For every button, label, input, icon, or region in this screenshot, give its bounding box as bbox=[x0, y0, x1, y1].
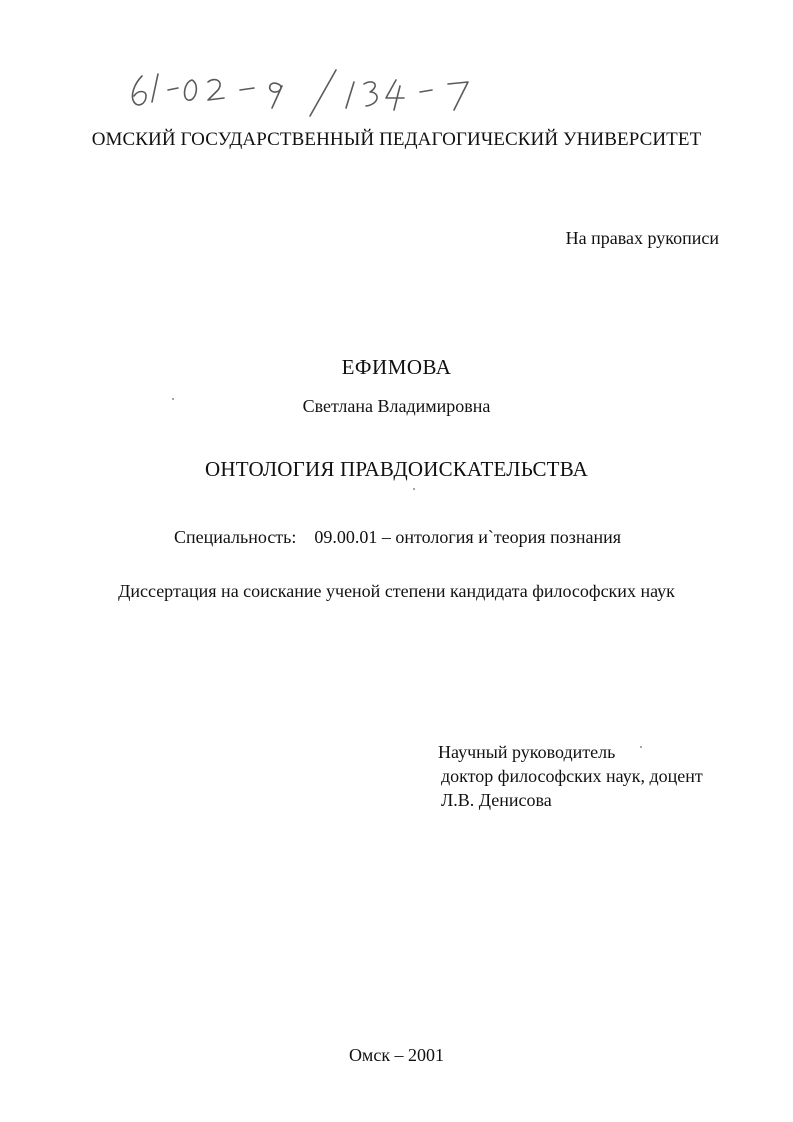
specialty-value: 09.00.01 – онтология и`теория познания bbox=[314, 527, 621, 547]
scan-speck bbox=[172, 398, 174, 400]
supervisor-role: Научный руководитель bbox=[438, 742, 616, 762]
supervisor-block bbox=[438, 740, 703, 812]
scan-speck bbox=[413, 488, 415, 490]
author-surname: ЕФИМОВА bbox=[341, 355, 452, 379]
specialty-line bbox=[174, 526, 621, 548]
supervisor-degree: доктор философских наук, доцент bbox=[441, 766, 703, 786]
university-name: ОМСКИЙ ГОСУДАРСТВЕННЫЙ ПЕДАГОГИЧЕСКИЙ УНИВЕРСИТЕТ bbox=[91, 129, 702, 150]
specialty-label: Специальность: bbox=[174, 527, 297, 547]
dissertation-title: ОНТОЛОГИЯ ПРАВДОИСКАТЕЛЬСТВА bbox=[205, 457, 588, 481]
supervisor-name: Л.В. Денисова bbox=[441, 790, 552, 810]
scan-speck bbox=[640, 746, 642, 748]
author-given-names: Светлана Владимировна bbox=[302, 396, 491, 416]
manuscript-rights-note: На правах рукописи bbox=[565, 228, 719, 248]
dissertation-degree-note: Диссертация на соискание ученой степени кандидата философских наук bbox=[118, 581, 675, 601]
city-year: Омск – 2001 bbox=[348, 1045, 445, 1065]
handwritten-annotation bbox=[128, 62, 508, 120]
handwritten-annotation-drawing bbox=[128, 62, 508, 120]
